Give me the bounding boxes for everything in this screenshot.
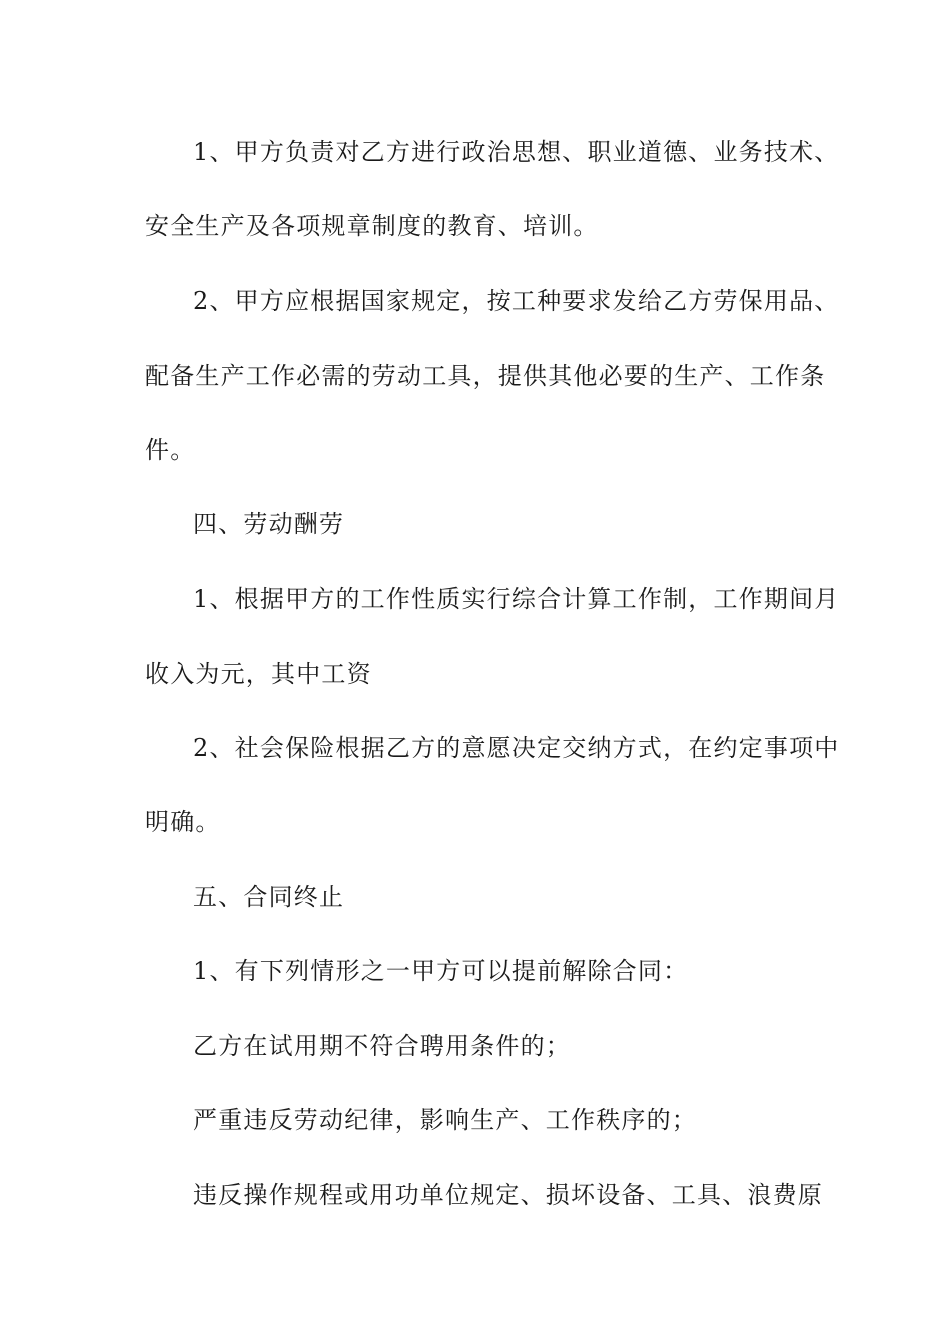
list-item: 严重违反劳动纪律，影响生产、工作秩序的；: [193, 1106, 697, 1134]
paragraph-line: 1、根据甲方的工作性质实行综合计算工作制，工作期间月: [193, 585, 840, 613]
paragraph-line: 2、甲方应根据国家规定，按工种要求发给乙方劳保用品、: [193, 287, 840, 315]
list-item: 乙方在试用期不符合聘用条件的；: [193, 1032, 571, 1060]
list-item: 违反操作规程或用功单位规定、损坏设备、工具、浪费原: [193, 1181, 823, 1209]
paragraph-line: 1、有下列情形之一甲方可以提前解除合同：: [193, 957, 689, 985]
section-heading: 五、合同终止: [193, 883, 345, 911]
paragraph-line: 配备生产工作必需的劳动工具，提供其他必要的生产、工作条: [145, 362, 826, 390]
paragraph-line: 收入为元，其中工资: [145, 660, 372, 688]
paragraph-line: 件。: [145, 436, 196, 464]
paragraph-line: 2、社会保险根据乙方的意愿决定交纳方式，在约定事项中: [193, 734, 840, 762]
paragraph-line: 安全生产及各项规章制度的教育、培训。: [145, 212, 599, 240]
section-heading: 四、劳动酬劳: [193, 510, 345, 538]
paragraph-line: 明确。: [145, 808, 221, 836]
paragraph-line: 1、甲方负责对乙方进行政治思想、职业道德、业务技术、: [193, 138, 840, 166]
